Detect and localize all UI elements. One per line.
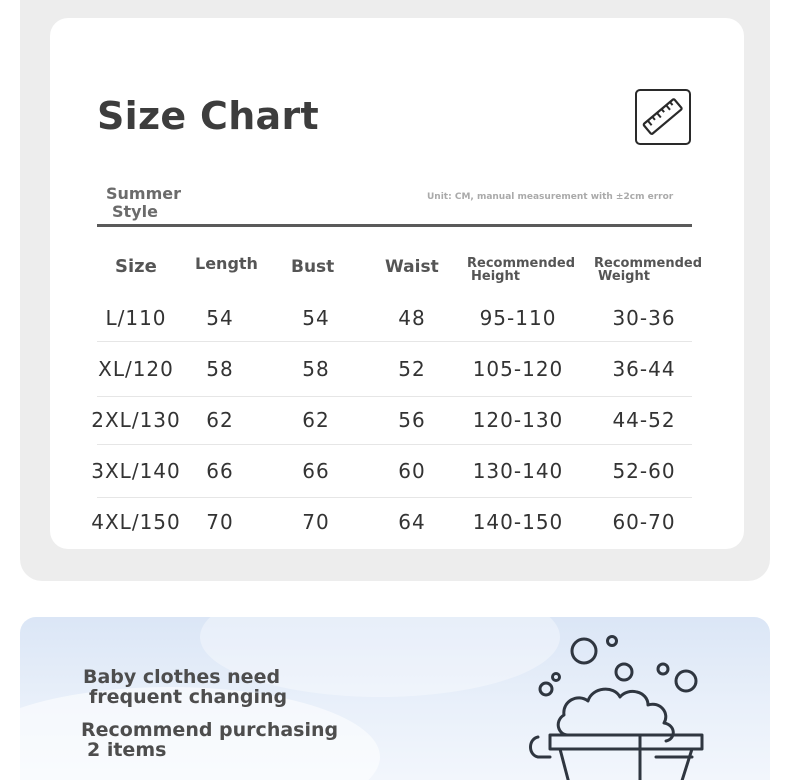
table-row [0,357,790,381]
table-row [0,510,790,534]
banner-text-changing [83,667,287,707]
column-header-waist: Waist [385,257,439,277]
header-divider [97,224,692,227]
column-header-recommended-weight [594,257,702,283]
column-header-height-line-2: Height [471,269,520,284]
cell-size: L/110 [105,306,167,330]
care-banner [20,617,770,780]
cell-size: XL/120 [98,357,174,381]
laundry-basin-icon [520,617,750,780]
cell-length: 70 [206,510,234,534]
column-header-recommended-height [467,257,575,283]
cell-height: 130-140 [472,459,564,483]
cell-height: 140-150 [472,510,564,534]
banner-text-purchase [81,720,338,760]
row-divider [97,444,692,445]
table-row [0,459,790,483]
cell-size: 4XL/150 [91,510,181,534]
banner-text-line-1a: Baby clothes need [83,666,281,688]
cell-height: 105-120 [472,357,564,381]
column-header-bust: Bust [291,257,335,277]
banner-text-line-2a: Recommend purchasing [81,719,339,741]
cell-length: 54 [206,306,234,330]
cell-bust: 54 [302,306,330,330]
cell-bust: 66 [302,459,330,483]
cell-size: 2XL/130 [91,408,181,432]
cell-waist: 48 [398,306,426,330]
cell-waist: 64 [398,510,426,534]
cell-size: 3XL/140 [91,459,181,483]
column-header-weight-line-1: Recommended [594,256,703,271]
table-row [0,408,790,432]
cell-waist: 60 [398,459,426,483]
cell-length: 62 [206,408,234,432]
cell-height: 120-130 [472,408,564,432]
page-title: Size Chart [97,94,320,138]
style-label-line-2: Style [112,202,158,221]
row-divider [97,341,692,342]
cell-weight: 30-36 [612,306,676,330]
ruler-icon [635,89,691,145]
cell-length: 66 [206,459,234,483]
banner-text-line-1b: frequent changing [89,686,288,708]
cell-weight: 44-52 [612,408,676,432]
row-divider [97,497,692,498]
cell-bust: 58 [302,357,330,381]
cell-waist: 56 [398,408,426,432]
cell-weight: 60-70 [612,510,676,534]
banner-text-line-2b: 2 items [87,739,167,761]
unit-note: Unit: CM, manual measurement with ±2cm error [427,192,674,202]
cell-height: 95-110 [479,306,557,330]
column-header-weight-line-2: Weight [598,269,650,284]
column-header-length: Length [195,254,258,273]
style-label [106,185,216,221]
style-label-line-1: Summer [106,184,181,203]
cell-waist: 52 [398,357,426,381]
cell-length: 58 [206,357,234,381]
cell-weight: 36-44 [612,357,676,381]
cell-weight: 52-60 [612,459,676,483]
column-header-size: Size [115,256,157,277]
row-divider [97,396,692,397]
cell-bust: 62 [302,408,330,432]
column-header-height-line-1: Recommended [467,256,576,271]
table-row [0,306,790,330]
cell-bust: 70 [302,510,330,534]
